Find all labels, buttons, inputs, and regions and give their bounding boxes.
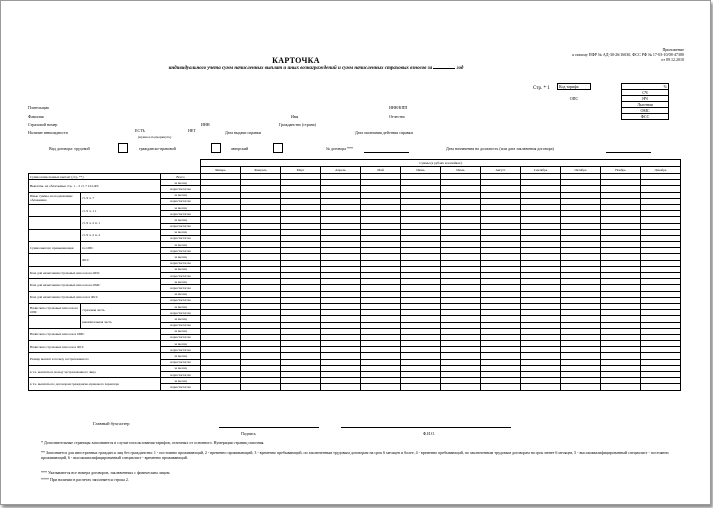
inn-label: ИНН (201, 122, 210, 127)
appointment-date-field[interactable] (606, 152, 651, 153)
citizenship-label: Гражданство (страна) (279, 122, 316, 127)
appendix-line-3: от 09.12.2010 (661, 57, 684, 62)
contract-civil-label: гражданско-правовой (139, 146, 176, 151)
amount-cell[interactable] (601, 384, 641, 390)
row-sublabel: ст. 9 ч. 2 п. 2 (81, 229, 161, 241)
nch-label: НЧ (622, 96, 669, 102)
amount-cell[interactable] (201, 384, 241, 390)
fio-caption: Ф.И.О. (423, 431, 435, 436)
subtitle-text: индивидуального учета сумм начисленных выплат и иных вознаграждений и сумм начисленных страховых взносов за (168, 66, 433, 71)
amount-cell[interactable] (481, 384, 521, 390)
document-title: КАРТОЧКА (272, 56, 320, 65)
row-label: База для начисления страховых взносов на ОПС (29, 266, 161, 278)
period-month-label: за месяц (161, 328, 201, 334)
period-month-label: за месяц (161, 254, 201, 260)
footnote-1: * Дополнительные страницы заполняются в случае использования тарифов, отличных от основного. Нумерация страниц сквозная. (41, 440, 265, 445)
month-header-1: Февраль (241, 167, 281, 174)
disability-label: Наличие инвалидности (28, 130, 68, 135)
period-cumulative-label: нараст.итогом (161, 310, 201, 316)
insurance-number-label: Страховой номер (28, 122, 58, 127)
period-cumulative-label: нараст.итогом (161, 260, 201, 266)
row-label: в т.ч. выплаты по договорам гражданско-правового характера (29, 378, 161, 390)
appointment-date-label: Дата назначения на должность (или дата заключения договора) (446, 146, 554, 151)
month-header-2: Март (281, 167, 321, 174)
period-month-label: за месяц (161, 266, 201, 272)
period-month-label: Всего (161, 174, 201, 180)
period-month-label: за месяц (161, 229, 201, 235)
row-label: в т.ч. выплаты в пользу застрахованного лица (29, 365, 161, 377)
period-month-label: за месяц (161, 365, 201, 371)
footnote-3: *** Указываются все номера договоров, заключенных с физическим лицом. (41, 470, 171, 475)
row-sublabel: ст. 9 ч. 7 (81, 192, 161, 204)
period-month-label: за месяц (161, 217, 201, 223)
amount-cell[interactable] (441, 384, 481, 390)
footnote-2: ** Заполняется для иностранных граждан и лиц без гражданства: 1 - постоянно проживающий, 2 - временно проживающий, 3 - временно пребывающий, по заключенным трудовым договорам на срок 6 месяцев и более, 4 - временно пребывающий, по заключенным трудовым договорам на срок менее 6 месяцев, 5 - высококвалифицированный специалист - постоянно проживающий, 6 - высококвалифицированный специалист - временно проживающий. (41, 450, 669, 460)
period-month-label: за месяц (161, 341, 201, 347)
row-label (29, 254, 81, 266)
amount-cell[interactable] (241, 384, 281, 390)
period-month-label: за месяц (161, 180, 201, 186)
contract-labor-checkbox[interactable] (118, 143, 128, 153)
period-month-label: за месяц (161, 303, 201, 309)
underline-note: (нужное подчеркнуть) (138, 135, 172, 139)
month-header-9: Октябрь (561, 167, 601, 174)
preferential-label: Льготная (622, 102, 669, 108)
period-cumulative-label: нараст.итогом (161, 198, 201, 204)
period-month-label: за месяц (161, 291, 201, 297)
row-label (29, 204, 81, 216)
sch-label: СЧ (622, 90, 669, 96)
period-month-label: за месяц (161, 316, 201, 322)
period-cumulative-label: нараст.итогом (161, 285, 201, 291)
period-cumulative-label: нараст.итогом (161, 297, 201, 303)
amount-cell[interactable] (361, 384, 401, 390)
row-label (29, 229, 81, 241)
contract-author-checkbox[interactable] (273, 143, 283, 153)
payer-label: Плательщик (28, 105, 50, 110)
name-label: Имя (291, 114, 299, 119)
period-cumulative-label: нараст.итогом (161, 322, 201, 328)
period-cumulative-label: нараст.итогом (161, 223, 201, 229)
inn-kpp-label: ИНН/КПП (389, 105, 408, 110)
page-number-label: Стр. * 1 (533, 86, 550, 91)
row-label: База для начисления страховых взносов на ОМС (29, 279, 161, 291)
appendix-line-2: к письму ПФР № АД-30-26/16030, ФСС РФ № 17-03-10/08-47380 (572, 52, 684, 57)
row-label: Размер выплат в пользу застрахованного (29, 353, 161, 365)
issue-date-label: Дата выдачи справки (225, 130, 262, 135)
month-header-5: Июнь (401, 167, 441, 174)
contract-civil-checkbox[interactable] (211, 143, 221, 153)
month-header-4: Май (361, 167, 401, 174)
month-header-11: Декабрь (641, 167, 681, 174)
row-sublabel: ст. 9 ч. 2 п. 1 (81, 217, 161, 229)
year-suffix: год (456, 66, 464, 71)
contract-number-field[interactable] (364, 152, 409, 153)
percent-cell: % (622, 84, 669, 90)
row-label: База для начисления страховых взносов в ФСС (29, 291, 161, 303)
period-month-label: за месяц (161, 378, 201, 384)
chief-accountant-label: Главный бухгалтер (93, 421, 130, 426)
amount-cell[interactable] (641, 384, 681, 390)
period-cumulative-label: нараст.итогом (161, 211, 201, 217)
ops-label: ОПС (569, 96, 579, 102)
amounts-table (28, 159, 681, 391)
footnote-4: **** При наличии в расчетах заполняется строка 2. (41, 477, 129, 482)
period-month-label: за месяц (161, 279, 201, 285)
period-month-label: за месяц (161, 192, 201, 198)
tariff-code-label: Код тарифа (558, 84, 591, 90)
row-label: Иные суммы, не подлежащие обложению (29, 192, 81, 204)
end-date-label: Дата окончания действия справки (355, 130, 413, 135)
row-sublabel: ФСС (81, 254, 161, 266)
period-month-label: за месяц (161, 353, 201, 359)
amounts-header: Суммы (в рублях и копейках) (201, 160, 681, 167)
signature-line[interactable] (219, 427, 319, 428)
appendix-line-1: Приложение (662, 47, 684, 52)
disability-yes[interactable]: ЕСТЬ (135, 128, 145, 133)
period-cumulative-label: нараст.итогом (161, 186, 201, 192)
period-cumulative-label: нараст.итогом (161, 273, 201, 279)
period-cumulative-label: нараст.итогом (161, 359, 201, 365)
amount-cell[interactable] (401, 384, 441, 390)
row-sublabel: ст. 9 ч. 1 1 (81, 204, 161, 216)
contract-type-label: Вид договора: трудовой (49, 146, 90, 151)
surname-label: Фамилия (28, 114, 44, 119)
row-sublabel: по ОПС (81, 242, 161, 254)
period-month-label: за месяц (161, 204, 201, 210)
row-label: Сумма начисленных выплат (стр. **) (29, 174, 161, 180)
fio-line[interactable] (341, 427, 511, 428)
row-label: Начислено страховых взносов в ОМС (29, 328, 161, 340)
month-header-6: Июль (441, 167, 481, 174)
period-cumulative-label: нараст.итогом (161, 372, 201, 378)
signature-caption: Подпись (241, 431, 256, 436)
fss-label: ФСС (622, 114, 669, 120)
row-label (29, 316, 81, 328)
period-cumulative-label: нараст.итогом (161, 235, 201, 241)
row-sublabel: страховая часть (81, 303, 161, 315)
month-header-0: Январь (201, 167, 241, 174)
oms-label: ОМС (622, 108, 669, 114)
amount-cell[interactable] (321, 384, 361, 390)
amount-cell[interactable] (281, 384, 321, 390)
period-month-label: за месяц (161, 242, 201, 248)
month-header-8: Сентябрь (521, 167, 561, 174)
tariff-codes-table (557, 83, 669, 120)
row-sublabel: накопительная часть (81, 316, 161, 328)
patronymic-label: Отчество (389, 114, 405, 119)
document-subtitle (61, 66, 571, 71)
period-cumulative-label: нараст.итогом (161, 248, 201, 254)
row-label: Начислено страховых взносов на ОПС (29, 303, 81, 315)
month-header-3: Апрель (321, 167, 361, 174)
row-label (29, 217, 81, 229)
period-cumulative-label: нараст.итогом (161, 347, 201, 353)
disability-no[interactable]: НЕТ (188, 128, 196, 133)
contract-author-label: авторский (231, 146, 249, 151)
row-label: Сумма выплат, превышающая (29, 242, 81, 254)
period-cumulative-label: нараст.итогом (161, 334, 201, 340)
amount-cell[interactable] (521, 384, 561, 390)
row-label: Начислено страховых взносов в ФСС (29, 341, 161, 353)
row-label: Выплаты, не облагаемые стр. 1 – 3 ст. 7 212-ФЗ (29, 180, 161, 192)
month-header-10: Ноябрь (601, 167, 641, 174)
contract-number-label: № договора *** (326, 146, 354, 151)
amount-cell[interactable] (561, 384, 601, 390)
month-header-7: Август (481, 167, 521, 174)
period-cumulative-label: нараст.итогом (161, 384, 201, 390)
